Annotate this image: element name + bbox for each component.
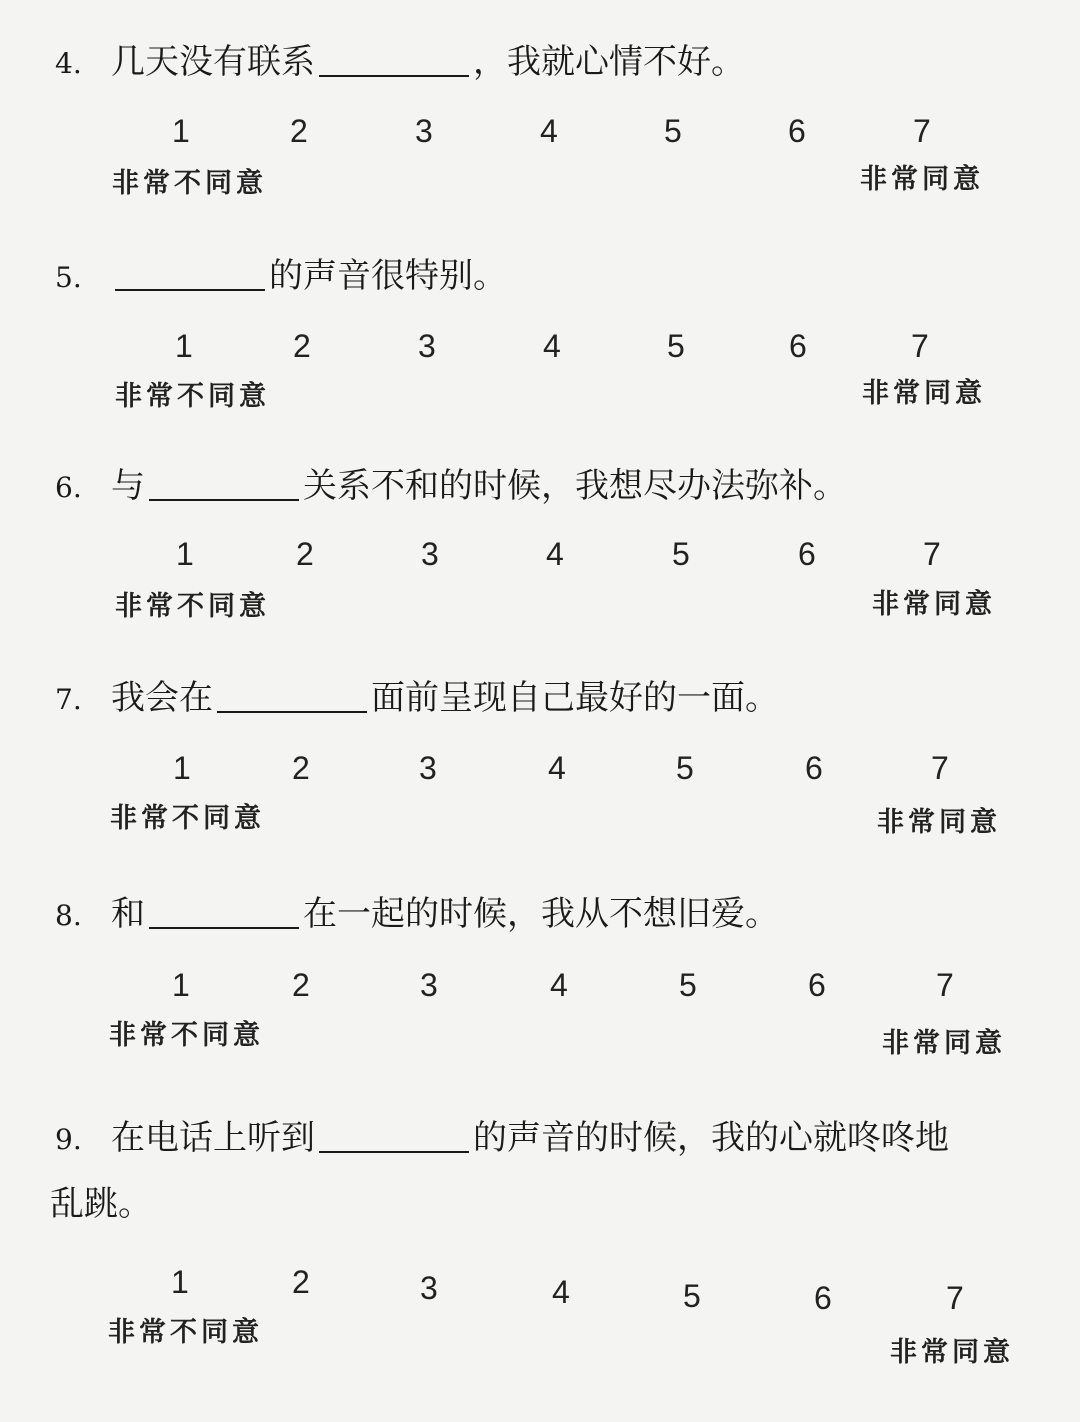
scale-option-5[interactable]: 5 [683,1278,701,1314]
scale-option-6[interactable]: 6 [808,967,826,1003]
question-text-after: 在一起的时候，我从不想旧爱。 [303,894,779,934]
question-text [55,664,1040,734]
question-text-after: 面前呈现自己最好的一面。 [371,678,779,718]
scale-option-6[interactable]: 6 [805,750,823,786]
scale-option-3[interactable]: 3 [421,536,439,572]
scale-option-7[interactable]: 7 [911,328,929,364]
scale-option-7[interactable]: 7 [946,1280,964,1316]
scale-option-4[interactable]: 4 [543,328,561,364]
scale-option-3[interactable]: 3 [418,328,436,364]
scale-high-label: 非常同意 [860,164,984,195]
scale-option-5[interactable]: 5 [667,328,685,364]
answer-blank [115,288,265,291]
scale-option-6[interactable]: 6 [788,113,806,149]
scale-option-4[interactable]: 4 [540,113,558,149]
scale-low-label: 非常不同意 [112,168,267,199]
question-text [55,1104,1040,1174]
scale-option-4[interactable]: 4 [548,750,566,786]
scale-option-2[interactable]: 2 [293,328,311,364]
question-text-continued [50,1170,1040,1238]
scale-option-1[interactable]: 1 [171,1264,189,1300]
scale-option-1[interactable]: 1 [173,750,191,786]
scale-option-7[interactable]: 7 [913,113,931,149]
question-text [55,880,1040,950]
scale-high-label: 非常同意 [862,378,986,409]
answer-blank [149,926,299,929]
scale-option-6[interactable]: 6 [798,536,816,572]
scale-low-label: 非常不同意 [115,591,270,622]
scale-option-3[interactable]: 3 [420,967,438,1003]
scale-high-label: 非常同意 [872,589,996,620]
question-number: 5. [55,261,82,294]
question-number: 9. [55,1123,82,1156]
rating-scale [0,113,1080,199]
scale-option-2[interactable]: 2 [292,750,310,786]
rating-scale [0,328,1080,412]
scale-high-label: 非常同意 [882,1028,1006,1059]
question-text-before: 几天没有联系 [111,42,315,82]
scale-option-4[interactable]: 4 [546,536,564,572]
question-text-continuation: 乱跳。 [50,1184,152,1224]
scale-option-5[interactable]: 5 [664,113,682,149]
question-text-after: 的声音的时候，我的心就咚咚地 [473,1118,949,1158]
scale-low-label: 非常不同意 [108,1317,263,1348]
scale-option-7[interactable]: 7 [936,967,954,1003]
scale-option-1[interactable]: 1 [172,113,190,149]
scale-option-1[interactable]: 1 [175,328,193,364]
answer-blank [319,1150,469,1153]
scale-low-label: 非常不同意 [115,381,270,412]
question-text [55,242,1040,312]
scale-option-5[interactable]: 5 [679,967,697,1003]
scale-option-2[interactable]: 2 [292,967,310,1003]
scale-low-label: 非常不同意 [109,1020,264,1051]
question-number: 6. [55,471,82,504]
answer-blank [149,498,299,501]
answer-blank [217,710,367,713]
rating-scale [0,967,1080,1059]
scale-option-6[interactable]: 6 [814,1280,832,1316]
question-text-before: 与 [111,466,145,506]
rating-scale [0,1264,1080,1368]
scale-option-5[interactable]: 5 [676,750,694,786]
rating-scale [0,536,1080,622]
scale-option-3[interactable]: 3 [420,1270,438,1306]
scale-option-3[interactable]: 3 [419,750,437,786]
scale-option-2[interactable]: 2 [292,1264,310,1300]
scale-option-1[interactable]: 1 [172,967,190,1003]
question-text [55,28,1040,98]
scale-option-2[interactable]: 2 [296,536,314,572]
scale-high-label: 非常同意 [877,807,1001,838]
scale-option-4[interactable]: 4 [552,1274,570,1310]
scale-option-3[interactable]: 3 [415,113,433,149]
scale-low-label: 非常不同意 [110,803,265,834]
scale-option-2[interactable]: 2 [290,113,308,149]
scale-option-7[interactable]: 7 [923,536,941,572]
question-text-after: 关系不和的时候，我想尽办法弥补。 [303,466,847,506]
scale-option-5[interactable]: 5 [672,536,690,572]
question-number: 4. [55,47,82,80]
question-text-after: 的声音很特别。 [269,256,507,296]
question-number: 7. [55,683,82,716]
question-text [55,452,1040,522]
scale-option-1[interactable]: 1 [176,536,194,572]
question-number: 8. [55,899,82,932]
question-text-before: 和 [111,894,145,934]
scale-option-4[interactable]: 4 [550,967,568,1003]
scale-high-label: 非常同意 [890,1337,1014,1368]
scale-option-6[interactable]: 6 [789,328,807,364]
answer-blank [319,74,469,77]
scale-option-7[interactable]: 7 [931,750,949,786]
question-text-before: 在电话上听到 [111,1118,315,1158]
rating-scale [0,750,1080,838]
question-text-after: ，我就心情不好。 [473,42,745,82]
question-text-before: 我会在 [111,678,213,718]
